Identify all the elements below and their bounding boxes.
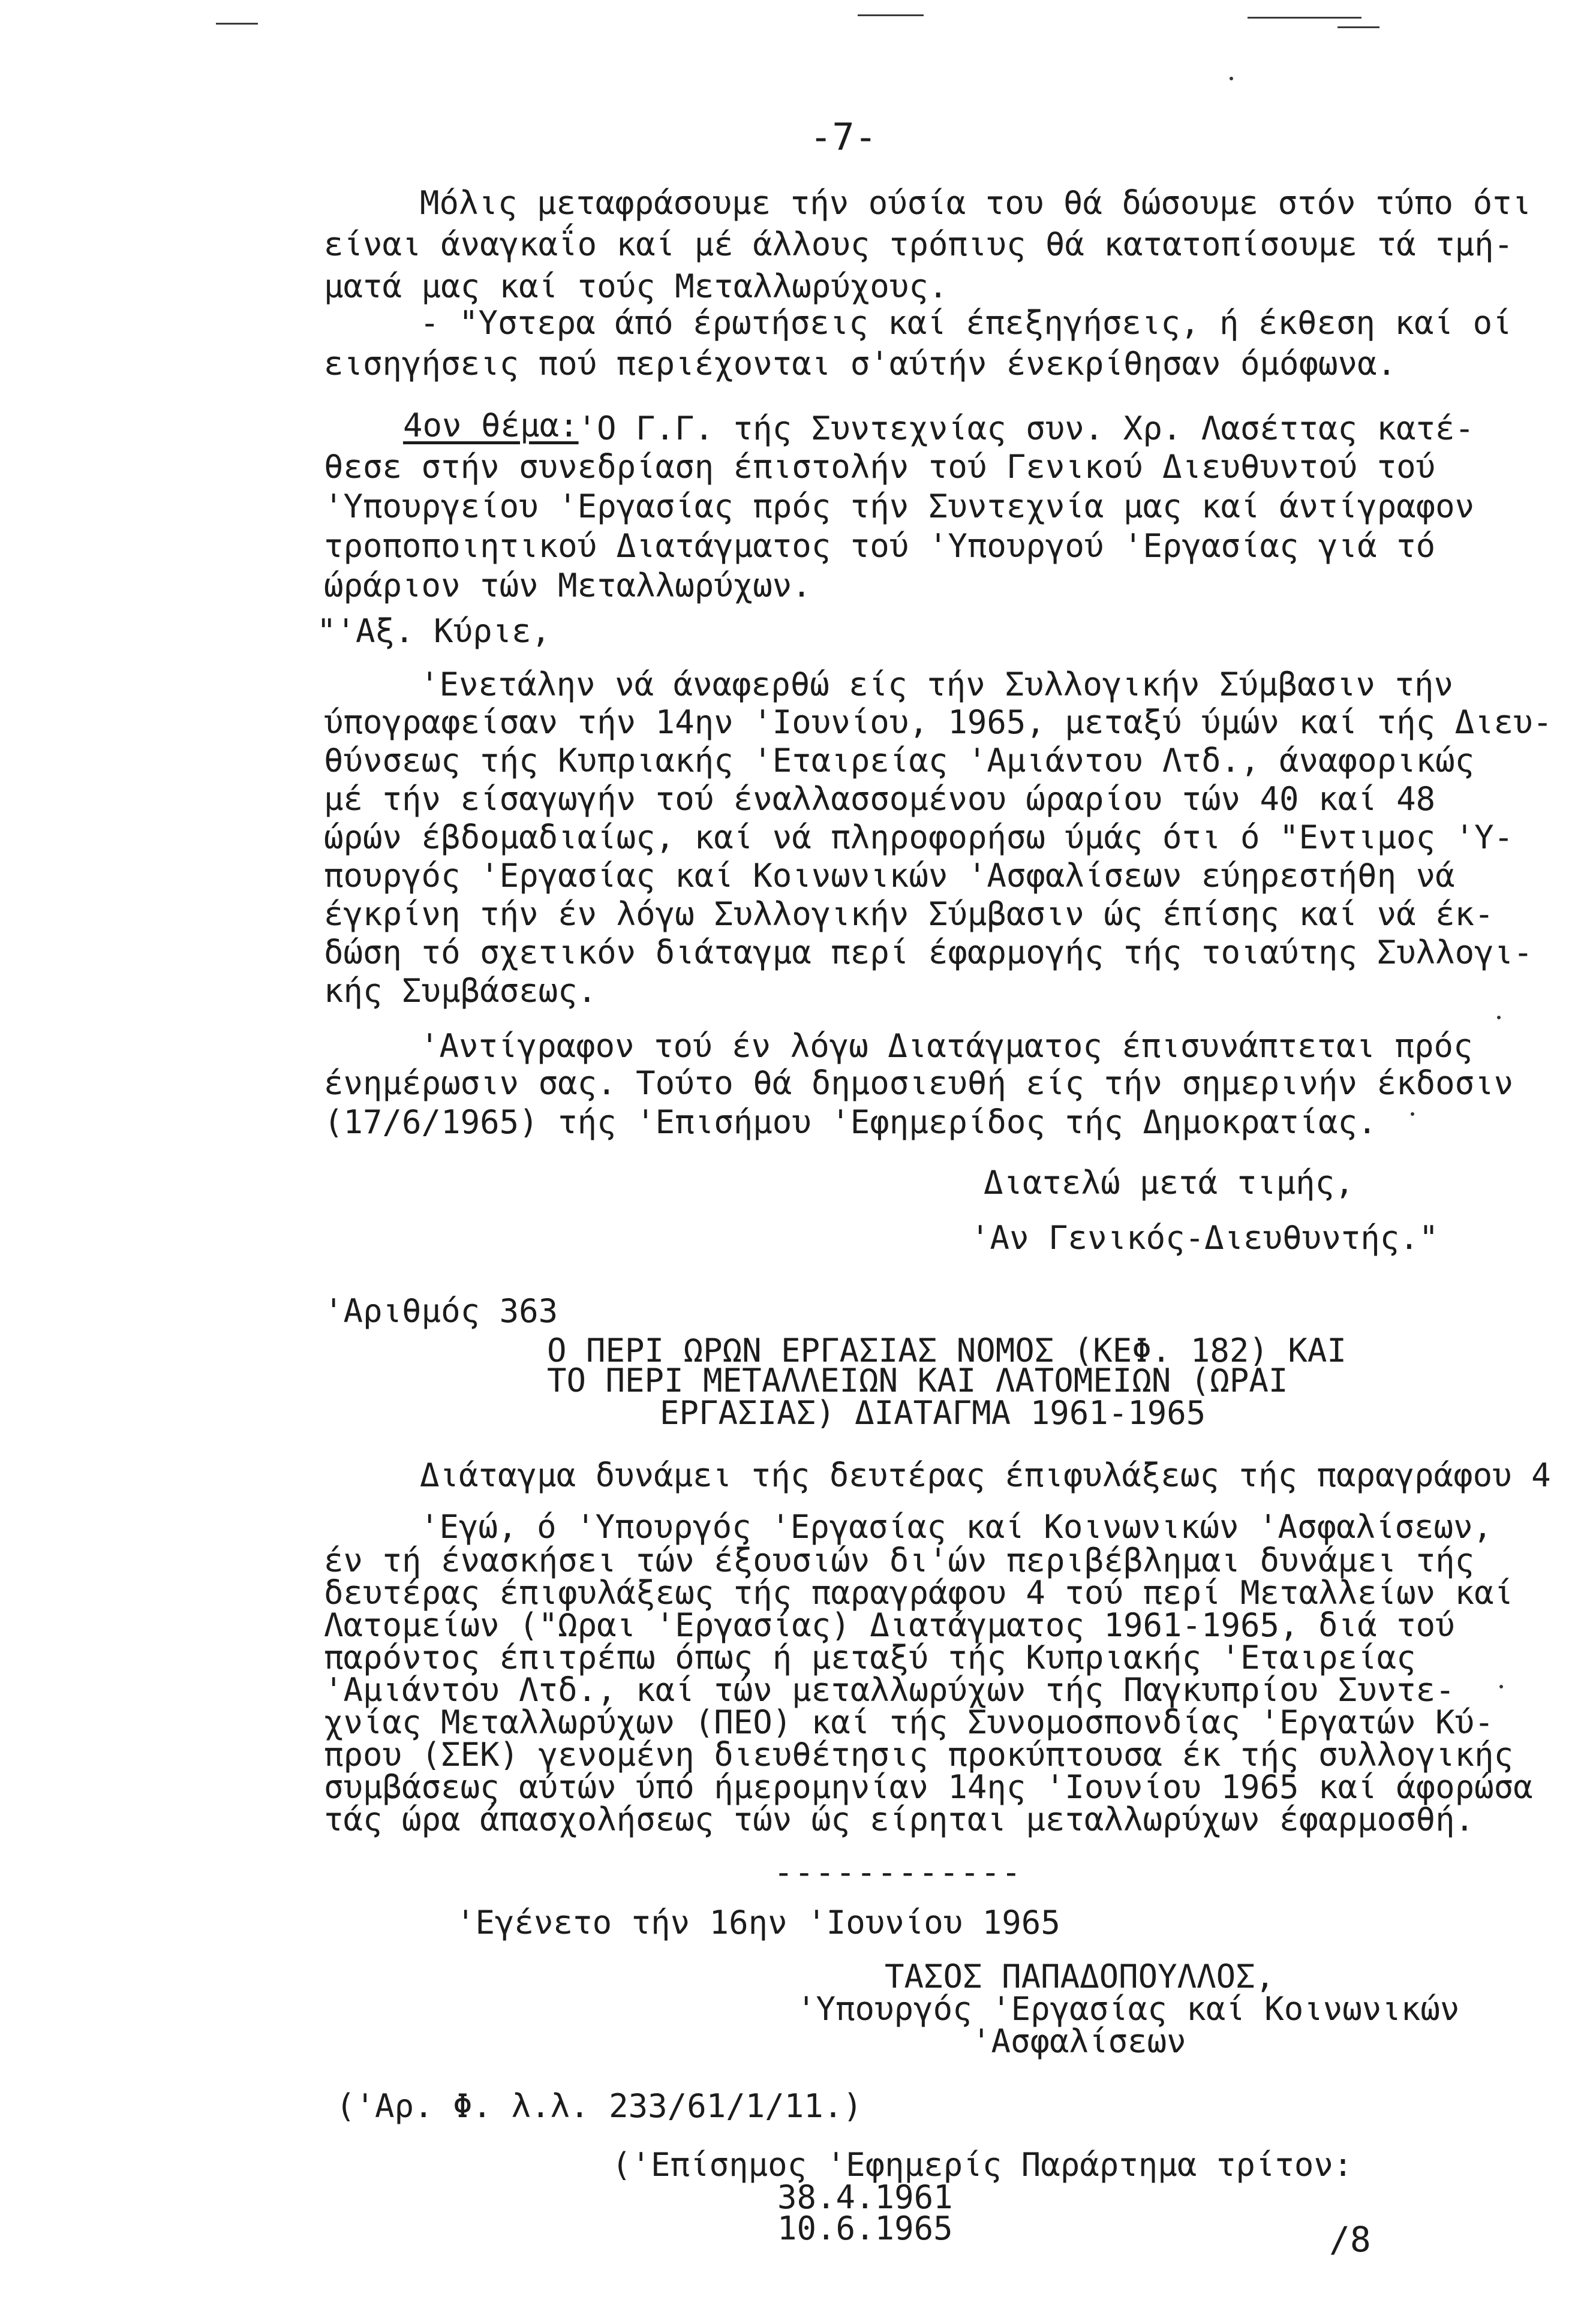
decree-line: 'Αμιάντου Λτδ., καί τών μεταλλωρύχων τής Παγκυπρίου Συντε- [324,1671,1455,1709]
decree-line: παρόντος έπιτρέπω όπως ή μεταξύ τής Κυπριακής 'Εταιρείας [324,1639,1416,1676]
paragraph-line: Μόλις μεταφράσουμε τήν ούσία του θά δώσουμε στόν τύπο ότι [420,184,1532,222]
topic-line: θεσε στήν συνεδρίαση έπιστολήν τού Γενικού Διευθυντού τού [324,448,1436,486]
letter-line: 'Αντίγραφον τού έν λόγω Διατάγματος έπισυνάπτεται πρός [420,1027,1473,1065]
decree-title-line: Ο ΠΕΡΙ ΩΡΩΝ ΕΡΓΑΣΙΑΣ ΝΟΜΟΣ (ΚΕΦ. 182) ΚΑΙ [547,1332,1346,1369]
topic-line: ώράριον τών Μεταλλωρύχων. [324,567,811,604]
letter-line: έγκρίνη τήν έν λόγω Συλλογικήν Σύμβασιν ώς έπίσης καί νά έκ- [324,895,1494,933]
scan-speck [1411,1112,1414,1116]
paragraph-line: - "Υστερα άπό έρωτήσεις καί έπεξηγήσεις, ή έκθεση καί οί [420,304,1512,342]
paragraph-line: είναι άναγκαΐο καί μέ άλλους τρόπιυς θά κατατοπίσουμε τά τμή- [324,225,1514,263]
minister-title: 'Ασφαλίσεων [972,2022,1186,2060]
letter-line: δώση τό σχετικόν διάταγμα περί έφαρμογής τής τοιαύτης Συλλογι- [324,934,1533,971]
decree-line: 'Εγώ, ό 'Υπουργός 'Εργασίας καί Κοινωνικών 'Ασφαλίσεων, [420,1508,1493,1546]
letter-line: ένημέρωσιν σας. Τούτο θά δημοσιευθή είς τήν σημερινήν έκδοσιν [324,1064,1514,1102]
letter-salutation: "'Αξ. Κύριε, [317,612,551,650]
topic-heading: 4ον θέμα: [403,407,579,444]
gazette-date: 10.6.1965 [777,2209,953,2247]
decree-line: τάς ώρα άπασχολήσεως τών ώς είρηται μεταλλωρύχων έφαρμοσθή. [324,1801,1475,1838]
letter-signature: 'Αν Γενικός-Διευθυντής." [970,1219,1439,1257]
decree-divider: ------------ [774,1853,1023,1891]
letter-line: ώρών έβδομαδιαίως, καί νά πληροφορήσω ύμάς ότι ό "Εντιμος 'Υ- [324,818,1514,856]
topic-line: τροποποιητικού Διατάγματος τού 'Υπουργού 'Εργασίας γιά τό [324,527,1436,565]
minister-name: ΤΑΣΟΣ ΠΑΠΑΔΟΠΟΥΛΛΟΣ, [885,1958,1275,1995]
next-page-marker: /8 [1329,2219,1371,2260]
letter-line: πουργός 'Εργασίας καί Κοινωνικών 'Ασφαλίσεων εύηρεστήθη νά [324,857,1455,895]
decree-line: χνίας Μεταλλωρύχων (ΠΕΟ) καί τής Συνομοσπονδίας 'Εργατών Κύ- [324,1703,1494,1741]
decree-number: 'Αριθμός 363 [324,1292,558,1330]
paragraph-line: εισηγήσεις πού περιέχονται σ'αύτήν ένεκρίθησαν όμόφωνα. [324,345,1397,383]
decree-line: έν τή ένασκήσει τών έξουσιών δι'ών περιβέβλημαι δυνάμει τής [324,1542,1475,1579]
decree-title-line: ΕΡΓΑΣΙΑΣ) ΔΙΑΤΑΓΜΑ 1961-1965 [660,1394,1206,1432]
decree-line: Λατομείων ("Ωραι 'Εργασίας) Διατάγματος 1961-1965, διά τού [324,1606,1455,1644]
page-number: -7- [810,115,877,159]
topic-line: 'Υπουργείου 'Εργασίας πρός τήν Συντεχνία μας καί άντίγραφον [324,487,1475,525]
gazette-line: ('Επίσημος 'Εφημερίς Παράρτημα τρίτον: [612,2146,1353,2184]
letter-line: (17/6/1965) τής 'Επισήμου 'Εφημερίδος τής Δημοκρατίας. [324,1103,1377,1141]
file-reference: ('Αρ. Φ. λ.λ. 233/61/1/11.) [336,2087,862,2125]
paragraph-line: ματά μας καί τούς Μεταλλωρύχους. [324,267,948,305]
minister-title: 'Υπουργός 'Εργασίας καί Κοινωνικών [796,1990,1460,2028]
scan-artifact-line [858,14,924,16]
scan-speck [1499,1685,1503,1688]
decree-date: 'Εγένετο τήν 16ην 'Ιουνίου 1965 [456,1904,1060,1941]
letter-line: θύνσεως τής Κυπριακής 'Εταιρείας 'Αμιάντου Λτδ., άναφορικώς [324,742,1475,779]
letter-line: ύπογραφείσαν τήν 14ην 'Ιουνίου, 1965, μεταξύ ύμών καί τής Διευ- [324,703,1553,741]
scan-speck [1230,77,1233,80]
scan-artifact-line [216,23,258,25]
decree-line: πρου (ΣΕΚ) γενομένη διευθέτησις προκύπτουσα έκ τής συλλογικής [324,1736,1514,1774]
letter-line: 'Ενετάλην νά άναφερθώ είς τήν Συλλογικήν Σύμβασιν τήν [420,666,1454,703]
decree-subtitle: Διάταγμα δυνάμει τής δευτέρας έπιφυλάξεως τής παραγράφου 4 [420,1456,1551,1494]
scan-artifact-line [1337,26,1379,28]
topic-first-line: 'Ο Γ.Γ. τής Συντεχνίας συν. Χρ. Λασέττας κατέ- [558,410,1475,447]
letter-line: μέ τήν είσαγωγήν τού έναλλασσομένου ώραρίου τών 40 καί 48 [324,780,1436,818]
letter-closing: Διατελώ μετά τιμής, [984,1164,1354,1202]
decree-line: συμβάσεως αύτών ύπό ήμερομηνίαν 14ης 'Ιουνίου 1965 καί άφορώσα [324,1768,1533,1806]
letter-line: κής Συμβάσεως. [324,972,597,1010]
decree-title-line: ΤΟ ΠΕΡΙ ΜΕΤΑΛΛΕΙΩΝ ΚΑΙ ΛΑΤΟΜΕΙΩΝ (ΩΡΑΙ [547,1362,1288,1399]
scan-artifact-line [1248,17,1361,19]
scan-speck [1497,1016,1501,1019]
gazette-date: 38.4.1961 [777,2178,953,2216]
decree-line: δευτέρας έπιφυλάξεως τής παραγράφου 4 τού περί Μεταλλείων καί [324,1574,1514,1612]
